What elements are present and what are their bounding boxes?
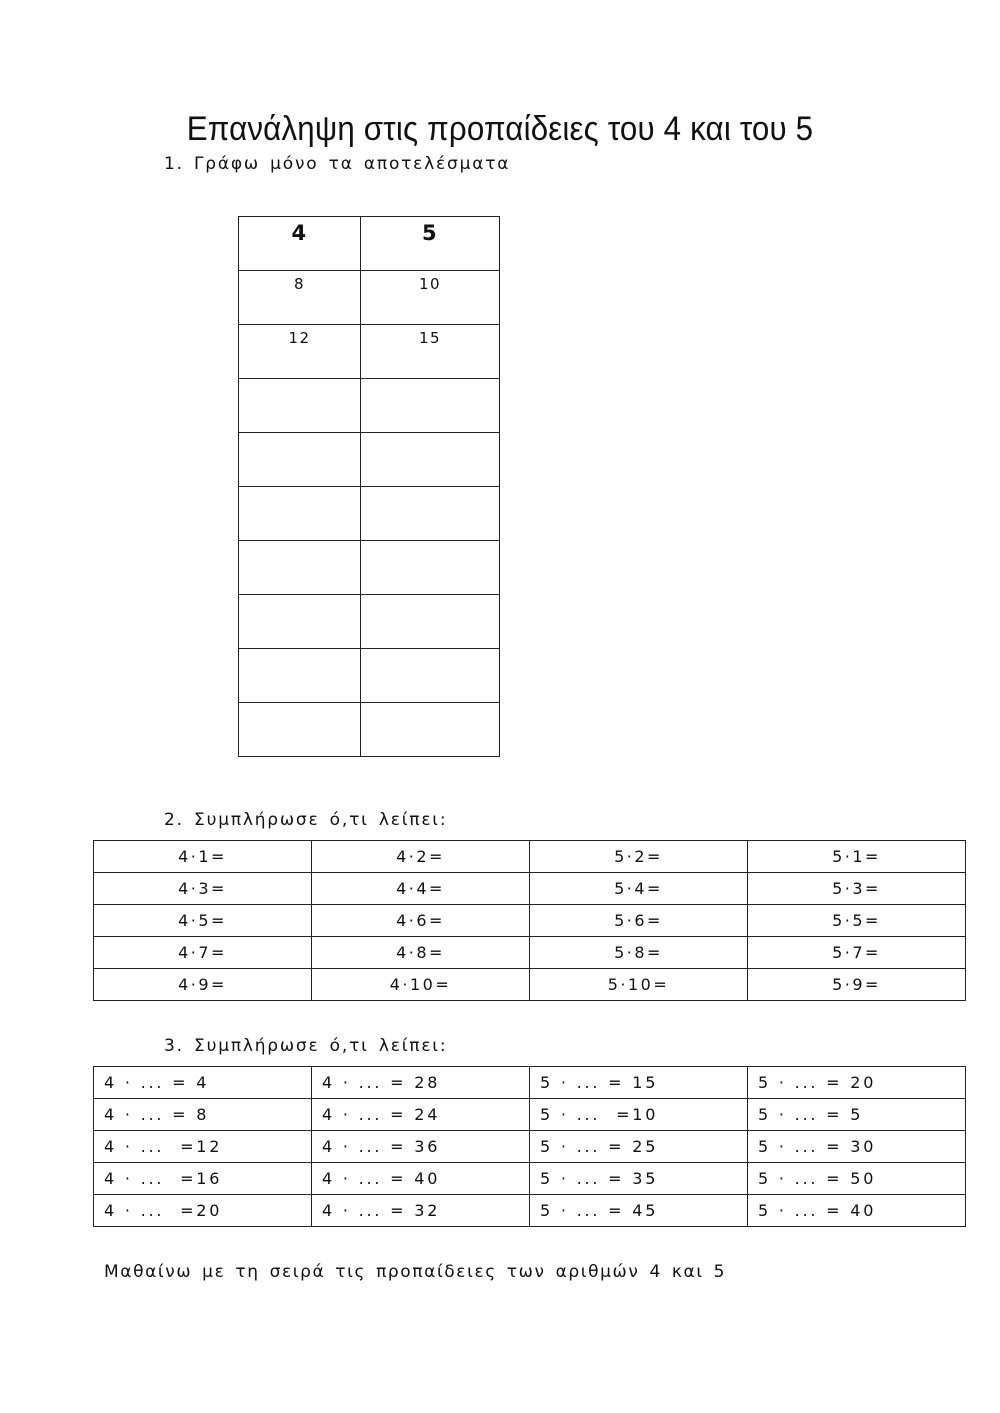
table-row	[239, 271, 500, 325]
result-cell[interactable]	[239, 433, 361, 487]
table-row	[239, 703, 500, 757]
footer-note: Μαθαίνω με τη σειρά τις προπαίδειες των αριθμών 4 και 5	[104, 1262, 727, 1282]
table-row	[239, 541, 500, 595]
exercise-cell[interactable]: 5 · ... = 15	[530, 1067, 748, 1099]
result-cell[interactable]	[361, 433, 500, 487]
section3-heading: 3. Συμπλήρωσε ό,τι λείπει:	[164, 1036, 448, 1056]
results-header-4: 4	[239, 217, 361, 271]
result-cell[interactable]	[239, 595, 361, 649]
exercise-cell[interactable]: 5 · ... = 35	[530, 1163, 748, 1195]
section1-heading: 1. Γράφω μόνο τα αποτελέσματα	[164, 154, 511, 174]
result-cell[interactable]	[239, 649, 361, 703]
exercise-cell[interactable]: 4 · ... =16	[94, 1163, 312, 1195]
table-row	[239, 433, 500, 487]
result-cell[interactable]	[361, 703, 500, 757]
section2-heading: 2. Συμπλήρωσε ό,τι λείπει:	[164, 810, 448, 830]
result-cell[interactable]	[239, 703, 361, 757]
missing-factor-table	[93, 1066, 966, 1227]
result-cell[interactable]	[361, 649, 500, 703]
exercise-cell[interactable]: 4 · ... = 36	[312, 1131, 530, 1163]
table-row	[239, 379, 500, 433]
exercise-cell[interactable]: 4·7=	[94, 937, 312, 969]
exercise-cell[interactable]: 5·4=	[530, 873, 748, 905]
exercise-cell[interactable]: 4·4=	[312, 873, 530, 905]
exercise-cell[interactable]: 5·9=	[748, 969, 966, 1001]
exercise-cell[interactable]: 4·3=	[94, 873, 312, 905]
table-row	[94, 905, 966, 937]
exercise-cell[interactable]: 4 · ... = 28	[312, 1067, 530, 1099]
result-cell[interactable]	[239, 541, 361, 595]
exercise-cell[interactable]: 5 · ... = 5	[748, 1099, 966, 1131]
result-cell[interactable]	[361, 541, 500, 595]
exercise-cell[interactable]: 5·10=	[530, 969, 748, 1001]
exercise-cell[interactable]: 4 · ... = 8	[94, 1099, 312, 1131]
table-row	[94, 1195, 966, 1227]
exercise-cell[interactable]: 5·5=	[748, 905, 966, 937]
exercise-cell[interactable]: 4 · ... = 32	[312, 1195, 530, 1227]
result-cell[interactable]	[239, 487, 361, 541]
table-row	[94, 841, 966, 873]
table-row	[94, 937, 966, 969]
result-cell[interactable]: 12	[239, 325, 361, 379]
exercise-cell[interactable]: 4·10=	[312, 969, 530, 1001]
exercise-cell[interactable]: 4·5=	[94, 905, 312, 937]
page-title: Επανάληψη στις προπαίδειες του 4 και του 5	[186, 110, 814, 148]
result-cell[interactable]	[361, 595, 500, 649]
multiplication-table	[93, 840, 966, 1001]
exercise-cell[interactable]: 5·3=	[748, 873, 966, 905]
result-cell[interactable]	[239, 379, 361, 433]
exercise-cell[interactable]: 5 · ... = 40	[748, 1195, 966, 1227]
exercise-cell[interactable]: 4 · ... =20	[94, 1195, 312, 1227]
result-cell[interactable]: 8	[239, 271, 361, 325]
exercise-cell[interactable]: 5·6=	[530, 905, 748, 937]
results-table	[238, 216, 500, 757]
exercise-cell[interactable]: 4·6=	[312, 905, 530, 937]
exercise-cell[interactable]: 5 · ... = 20	[748, 1067, 966, 1099]
exercise-cell[interactable]: 4 · ... = 40	[312, 1163, 530, 1195]
table-row	[239, 595, 500, 649]
table-row	[239, 325, 500, 379]
table-row	[94, 1163, 966, 1195]
result-cell[interactable]	[361, 379, 500, 433]
exercise-cell[interactable]: 4·2=	[312, 841, 530, 873]
exercise-cell[interactable]: 5 · ... =10	[530, 1099, 748, 1131]
table-row	[94, 969, 966, 1001]
exercise-cell[interactable]: 4 · ... = 4	[94, 1067, 312, 1099]
table-row	[239, 487, 500, 541]
exercise-cell[interactable]: 4·9=	[94, 969, 312, 1001]
exercise-cell[interactable]: 5 · ... = 50	[748, 1163, 966, 1195]
results-header-5: 5	[361, 217, 500, 271]
exercise-cell[interactable]: 4 · ... = 24	[312, 1099, 530, 1131]
table-row	[94, 873, 966, 905]
exercise-cell[interactable]: 5·1=	[748, 841, 966, 873]
exercise-cell[interactable]: 5 · ... = 25	[530, 1131, 748, 1163]
result-cell[interactable]: 15	[361, 325, 500, 379]
table-row	[94, 1067, 966, 1099]
exercise-cell[interactable]: 5 · ... = 30	[748, 1131, 966, 1163]
result-cell[interactable]: 10	[361, 271, 500, 325]
exercise-cell[interactable]: 5·2=	[530, 841, 748, 873]
result-cell[interactable]	[361, 487, 500, 541]
table-row	[94, 1131, 966, 1163]
exercise-cell[interactable]: 4 · ... =12	[94, 1131, 312, 1163]
table-row	[94, 1099, 966, 1131]
exercise-cell[interactable]: 5 · ... = 45	[530, 1195, 748, 1227]
exercise-cell[interactable]: 5·8=	[530, 937, 748, 969]
exercise-cell[interactable]: 5·7=	[748, 937, 966, 969]
table-row	[239, 649, 500, 703]
exercise-cell[interactable]: 4·1=	[94, 841, 312, 873]
exercise-cell[interactable]: 4·8=	[312, 937, 530, 969]
